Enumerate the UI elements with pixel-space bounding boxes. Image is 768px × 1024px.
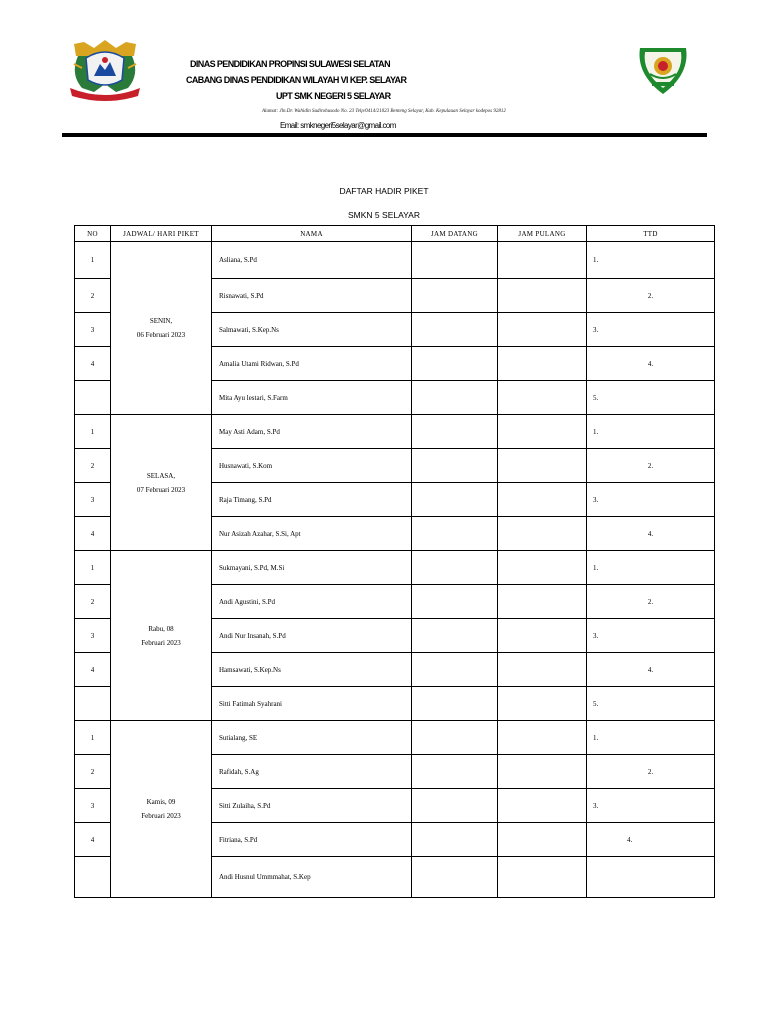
- signature-number: 2.: [647, 461, 654, 470]
- column-header-jam-datang: JAM DATANG: [412, 226, 498, 242]
- signature-number: 1.: [593, 256, 599, 264]
- schedule-day-cell: [111, 242, 212, 415]
- jam-pulang-cell: [498, 755, 587, 789]
- row-number: 3: [75, 619, 111, 653]
- jam-pulang-cell: [498, 619, 587, 653]
- jam-pulang-cell: [498, 857, 587, 898]
- row-number: 4: [75, 347, 111, 381]
- signature-number: 3.: [593, 495, 599, 504]
- column-header-jadwal: JADWAL/ HARI PIKET: [111, 226, 212, 242]
- jam-pulang-cell: [498, 347, 587, 381]
- signature-cell: [587, 857, 715, 898]
- jam-datang-cell: [412, 585, 498, 619]
- jam-datang-cell: [412, 755, 498, 789]
- row-number: 2: [75, 585, 111, 619]
- signature-cell: [587, 517, 715, 551]
- jam-pulang-cell: [498, 585, 587, 619]
- signature-number: 5.: [593, 699, 599, 708]
- column-header-ttd: TTD: [587, 226, 715, 242]
- schedule-day-cell: [111, 551, 212, 721]
- jam-pulang-cell: [498, 415, 587, 449]
- header-email: Email: smknegeri5selayar@gmail.com: [280, 121, 396, 130]
- signature-cell: [587, 381, 715, 415]
- staff-name: Husnawati, S.Kom: [212, 449, 412, 483]
- jam-pulang-cell: [498, 242, 587, 279]
- jam-pulang-cell: [498, 381, 587, 415]
- jam-pulang-cell: [498, 483, 587, 517]
- signature-cell: [587, 619, 715, 653]
- school-emblem-logo: [634, 44, 692, 96]
- row-number: 1: [75, 721, 111, 755]
- signature-cell: [587, 483, 715, 517]
- jam-pulang-cell: [498, 789, 587, 823]
- signature-cell: [587, 347, 715, 381]
- staff-name: Hamsawati, S.Kep.Ns: [212, 653, 412, 687]
- schedule-day: Rabu, 08: [148, 624, 174, 633]
- row-number: 2: [75, 449, 111, 483]
- schedule-day: SELASA,: [146, 471, 176, 480]
- jam-datang-cell: [412, 242, 498, 279]
- jam-datang-cell: [412, 653, 498, 687]
- row-number: 4: [75, 823, 111, 857]
- signature-number: 1.: [593, 563, 599, 572]
- jam-pulang-cell: [498, 449, 587, 483]
- signature-cell: [587, 789, 715, 823]
- signature-cell: [587, 242, 715, 279]
- jam-datang-cell: [412, 721, 498, 755]
- signature-number: 1.: [593, 733, 599, 742]
- column-header-jam-pulang: JAM PULANG: [498, 226, 587, 242]
- signature-number: 4.: [647, 359, 654, 368]
- staff-name: Sutialang, SE: [212, 721, 412, 755]
- signature-cell: [587, 687, 715, 721]
- row-number: [75, 381, 111, 415]
- signature-cell: [587, 313, 715, 347]
- signature-cell: [587, 653, 715, 687]
- signature-number: 3.: [593, 325, 599, 334]
- jam-datang-cell: [412, 857, 498, 898]
- staff-name: Raja Timang, S.Pd: [212, 483, 412, 517]
- jam-datang-cell: [412, 313, 498, 347]
- jam-pulang-cell: [498, 313, 587, 347]
- jam-datang-cell: [412, 415, 498, 449]
- signature-cell: [587, 449, 715, 483]
- jam-pulang-cell: [498, 721, 587, 755]
- staff-name: Andi Nur Insanah, S.Pd: [212, 619, 412, 653]
- staff-name: Rafidah, S.Ag: [212, 755, 412, 789]
- signature-number: 4.: [627, 835, 633, 844]
- header-branch: CABANG DINAS PENDIDIKAN WILAYAH VI KEP. SELAYAR: [186, 75, 407, 85]
- signature-number: 2.: [647, 291, 654, 300]
- staff-name: Asliana, S.Pd: [212, 242, 412, 279]
- header-agency: DINAS PENDIDIKAN PROPINSI SULAWESI SELATAN: [190, 59, 390, 69]
- attendance-table: [74, 225, 715, 898]
- row-number: [75, 857, 111, 898]
- schedule-date: 07 Februari 2023: [136, 485, 186, 494]
- jam-datang-cell: [412, 789, 498, 823]
- row-number: 1: [75, 551, 111, 585]
- staff-name: Amalia Utami Ridwan, S.Pd: [212, 347, 412, 381]
- staff-name: Risnawati, S.Pd: [212, 279, 412, 313]
- schedule-date: 06 Februari 2023: [136, 331, 186, 339]
- staff-name: Nur Asizah Azahar, S.Si, Apt: [212, 517, 412, 551]
- row-number: 4: [75, 653, 111, 687]
- staff-name: Sukmayani, S.Pd, M.Si: [212, 551, 412, 585]
- header-address: Alamat: Jln.Dr. Wahidin Sudirohusodo No. 23 Telp/0414/21023 Benteng Selayar, Kab. Kepulauan Selayar kodepos 92812: [262, 109, 506, 114]
- jam-datang-cell: [412, 517, 498, 551]
- signature-cell: [587, 415, 715, 449]
- jam-datang-cell: [412, 619, 498, 653]
- table-row: [75, 415, 715, 449]
- staff-name: May Asti Adam, S.Pd: [212, 415, 412, 449]
- staff-name: Mita Ayu lestari, S.Farm: [212, 381, 412, 415]
- jam-datang-cell: [412, 449, 498, 483]
- signature-number: 3.: [593, 631, 599, 640]
- jam-datang-cell: [412, 279, 498, 313]
- staff-name: Sitti Fatimah Syahrani: [212, 687, 412, 721]
- jam-datang-cell: [412, 381, 498, 415]
- signature-cell: [587, 279, 715, 313]
- document-subtitle: SMKN 5 SELAYAR: [348, 210, 420, 220]
- schedule-day-cell: [111, 415, 212, 551]
- column-header-no: NO: [75, 226, 111, 242]
- row-number: 3: [75, 483, 111, 517]
- staff-name: Andi Husnul Ummmahat, S.Kep: [212, 857, 412, 898]
- jam-pulang-cell: [498, 687, 587, 721]
- signature-number: 5.: [593, 393, 599, 402]
- jam-pulang-cell: [498, 551, 587, 585]
- signature-number: 2.: [647, 597, 654, 606]
- signature-cell: [587, 755, 715, 789]
- staff-name: Andi Agustini, S.Pd: [212, 585, 412, 619]
- table-row: [75, 721, 715, 755]
- signature-number: 4.: [647, 665, 654, 674]
- row-number: 1: [75, 242, 111, 279]
- signature-number: 1.: [593, 427, 599, 436]
- jam-pulang-cell: [498, 823, 587, 857]
- staff-name: Sitti Zulaiha, S.Pd: [212, 789, 412, 823]
- schedule-date: Februari 2023: [141, 638, 181, 647]
- schedule-day: Kamis, 09: [146, 798, 176, 806]
- jam-datang-cell: [412, 823, 498, 857]
- jam-pulang-cell: [498, 653, 587, 687]
- jam-pulang-cell: [498, 517, 587, 551]
- jam-datang-cell: [412, 687, 498, 721]
- row-number: [75, 687, 111, 721]
- jam-datang-cell: [412, 347, 498, 381]
- jam-datang-cell: [412, 483, 498, 517]
- row-number: 2: [75, 755, 111, 789]
- row-number: 1: [75, 415, 111, 449]
- table-header-row: [75, 226, 715, 242]
- signature-cell: [587, 551, 715, 585]
- row-number: 3: [75, 789, 111, 823]
- signature-cell: [587, 585, 715, 619]
- document-title: DAFTAR HADIR PIKET: [339, 186, 429, 196]
- signature-cell: [587, 721, 715, 755]
- header-divider: [62, 133, 707, 137]
- signature-cell: [587, 823, 715, 857]
- header-school: UPT SMK NEGERI 5 SELAYAR: [276, 91, 391, 101]
- signature-number: 4.: [647, 529, 654, 538]
- jam-datang-cell: [412, 551, 498, 585]
- signature-number: 3.: [593, 801, 599, 810]
- staff-name: Salmawati, S.Kep.Ns: [212, 313, 412, 347]
- table-row: [75, 242, 715, 279]
- schedule-day-cell: [111, 721, 212, 898]
- schedule-date: Februari 2023: [141, 812, 181, 820]
- row-number: 3: [75, 313, 111, 347]
- schedule-day: SENIN,: [149, 317, 173, 325]
- row-number: 2: [75, 279, 111, 313]
- province-emblem-logo: [64, 36, 146, 102]
- column-header-nama: NAMA: [212, 226, 412, 242]
- staff-name: Fitriana, S.Pd: [212, 823, 412, 857]
- jam-pulang-cell: [498, 279, 587, 313]
- signature-number: 2.: [647, 767, 654, 776]
- row-number: 4: [75, 517, 111, 551]
- table-row: [75, 551, 715, 585]
